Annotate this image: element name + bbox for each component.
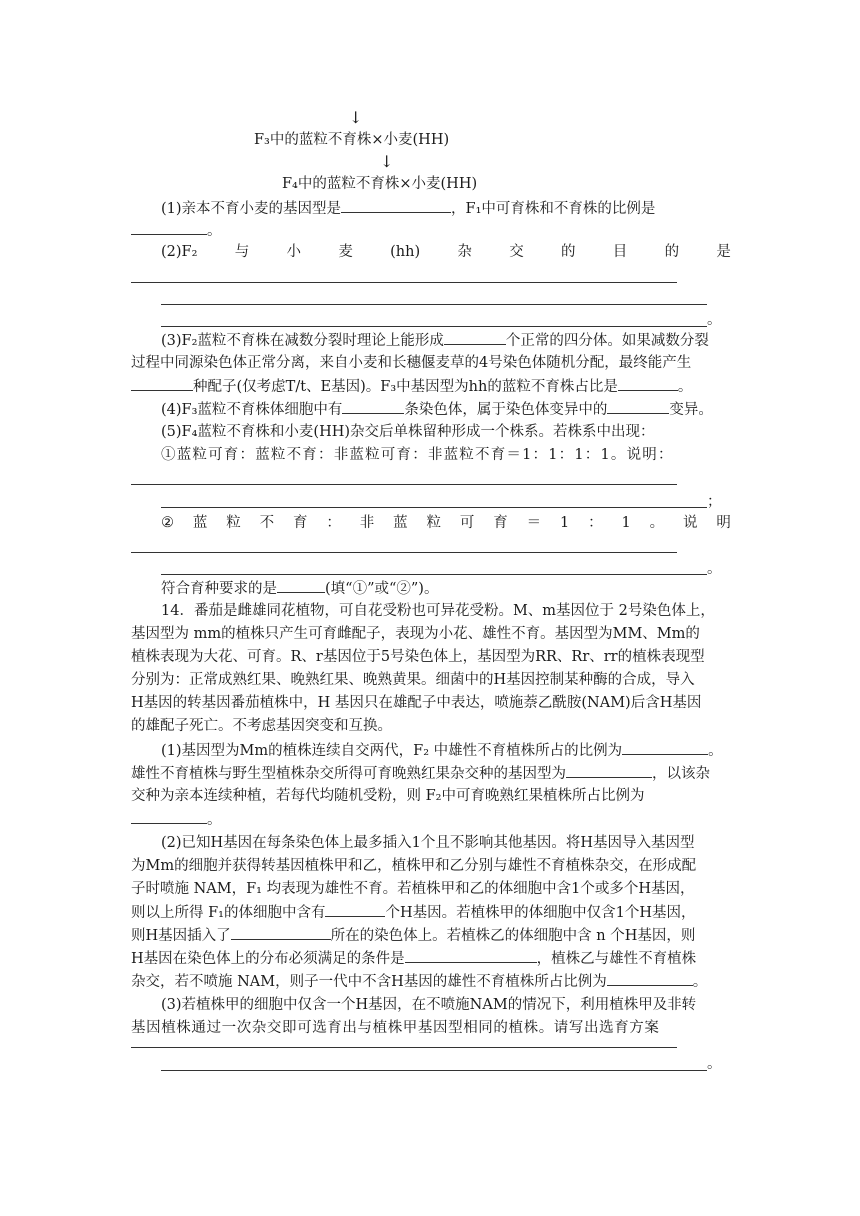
answer-blank[interactable] <box>444 330 506 345</box>
q13-p5-opt2-char: 非 <box>359 515 375 531</box>
answer-blank[interactable] <box>607 399 669 414</box>
q13-p4-text-a: (4)F₃蓝粒不育株体细胞中有 <box>161 402 343 418</box>
q14-intro-line: 分别为：正常成熟红果、晚熟红果、晚熟黄果。细菌中的H基因控制某种酶的合成，导入 <box>131 672 695 688</box>
answer-blank[interactable] <box>622 740 708 755</box>
q14-p2-line: 子时喷施 NAM，F₁ 均表现为雄性不育。若植株甲和乙的体细胞中含1个或多个H基因， <box>131 881 695 897</box>
down-arrow-icon: ↓ <box>349 108 363 127</box>
q14-p2-line <box>131 948 696 969</box>
q13-p2-char: 是 <box>716 244 731 260</box>
period: 。 <box>707 1056 722 1072</box>
period: 。 <box>692 974 708 990</box>
q14-intro-line: 14．番茄是雌雄同花植物，可自花受粉也可异花受粉。M、m基因位于 2号染色体上， <box>161 603 715 619</box>
answer-blank[interactable] <box>342 399 404 414</box>
q13-p5-opt2-char: 粒 <box>426 515 441 531</box>
q13-p5-opt2-char: ： <box>588 515 603 531</box>
q13-p2-char: 交 <box>509 244 524 260</box>
q13-p1-text-b: ，F₁中可育株和不育株的比例是 <box>451 201 656 217</box>
q14-p2-text-f2: ，植株乙与雄性不育植株 <box>536 951 697 967</box>
q14-p1-line2 <box>131 763 710 784</box>
q13-p4-line <box>161 399 713 420</box>
q13-p2-char: 目 <box>612 244 628 260</box>
q13-p4-text-b: 条染色体，属于染色体变异中的 <box>404 402 608 418</box>
q13-p3-line3 <box>131 376 692 397</box>
period: 。 <box>708 743 723 759</box>
q14-p2-text-f1: H基因在染色体上的分布必须满足的条件是 <box>131 951 405 967</box>
q14-intro-line: 基因型为 mm的植株只产生可育雌配子，表现为小花、雄性不育。基因型为MM、Mm的 <box>131 626 700 642</box>
q14-p2-line: 为Mm的细胞并获得转基因植株甲和乙，植株甲和乙分别与雄性不育植株杂交，在形成配 <box>131 858 697 874</box>
q13-p1-line2 <box>131 220 222 241</box>
q14-intro-line: 植株表现为大花、可育。R、r基因位于5号染色体上，基因型为RR、Rr、rr的植株表现型 <box>131 649 705 665</box>
cross-f3-line: F₃中的蓝粒不育株×小麦(HH) <box>254 132 450 148</box>
q14-p2-line: (2)已知H基因在每条染色体上最多插入1个且不影响其他基因。将H基因导入基因型 <box>161 835 695 851</box>
answer-blank[interactable] <box>131 376 193 391</box>
answer-blank[interactable] <box>231 925 331 940</box>
q13-p3-text-a: (3)F₂蓝粒不育株在减数分裂时理论上能形成 <box>161 333 444 349</box>
q14-p2-text-d1: 则以上所得 F₁的体细胞中含有 <box>131 905 326 921</box>
answer-line[interactable] <box>161 574 707 575</box>
q13-p5-opt2-char: 蓝 <box>393 515 408 531</box>
q13-p1-text-a: (1)亲本不育小麦的基因型是 <box>161 201 342 217</box>
answer-line[interactable] <box>161 507 707 508</box>
answer-blank[interactable] <box>618 376 678 391</box>
period: 。 <box>207 223 222 239</box>
q14-p1-text-a: (1)基因型为Mm的植株连续自交两代，F₂ 中雄性不育植株所占的比例为 <box>161 743 623 759</box>
q13-p2-char: 小 <box>286 244 302 260</box>
q14-p3-line1: (3)若植株甲的细胞中仅含一个H基因，在不喷施NAM的情况下，利用植株甲及非转 <box>161 997 697 1013</box>
period: 。 <box>677 379 693 395</box>
q13-p5-opt2-char: 蓝 <box>192 515 208 531</box>
q13-p5-opt2-char: ＝ <box>526 515 542 531</box>
q13-p5-opt2-char: 不 <box>259 515 275 531</box>
q14-p2-text-e1: 则H基因插入了 <box>131 928 231 944</box>
q14-intro-line: 的雄配子死亡。不考虑基因突变和互换。 <box>131 718 392 734</box>
q14-p1-line3: 交种为亲本连续种植，若每代均随机受粉，则 F₂中可育晚熟红果植株所占比例为 <box>131 788 645 804</box>
q13-p5-opt2-char: 可 <box>459 515 475 531</box>
down-arrow-icon: ↓ <box>380 152 394 171</box>
q14-p1-text-b2: ，以该杂 <box>652 766 710 782</box>
q13-p2-char: (hh) <box>390 244 421 260</box>
q13-p5-option2 <box>161 513 731 533</box>
q13-p5-opt2-char: 粒 <box>226 515 241 531</box>
q14-p1-line1 <box>161 740 723 761</box>
answer-blank[interactable] <box>607 971 693 986</box>
answer-blank[interactable] <box>405 948 537 963</box>
q13-p2-char: 麦 <box>338 244 353 260</box>
q13-p3-line1 <box>161 330 709 351</box>
period: 。 <box>707 561 722 577</box>
q14-intro-line: H基因的转基因番茄植株中，H 基因只在雄配子中表达，喷施萘乙酰胺(NAM)后含H基因 <box>131 695 702 711</box>
q14-p2-text-g: 杂交，若不喷施 NAM，则子一代中不含H基因的雄性不育植株所占比例为 <box>131 974 607 990</box>
answer-blank[interactable] <box>566 763 652 778</box>
q13-p5-opt2-char: 1 <box>560 515 570 531</box>
q13-p5-opt2-char: 1 <box>621 515 631 531</box>
period: 。 <box>207 812 222 828</box>
q13-p3-line2: 过程中同源染色体正常分离，来自小麦和长穗偃麦草的4号染色体随机分配，最终能产生 <box>131 355 692 371</box>
answer-blank[interactable] <box>131 220 207 235</box>
q13-p2-line <box>161 242 731 262</box>
q13-p2-char: 与 <box>234 244 250 260</box>
q14-p1-line4 <box>131 809 222 830</box>
period: 。 <box>707 312 722 328</box>
q14-p3-line2: 基因植株通过一次杂交即可选育出与植株甲基因型相同的植株。请写出选育方案 <box>131 1020 660 1036</box>
q14-p2-line <box>131 971 707 992</box>
q13-p5-opt2-char: 明 <box>716 515 731 531</box>
q13-p5-opt2-char: 说 <box>682 515 698 531</box>
answer-line[interactable] <box>131 282 677 283</box>
q14-p2-text-d2: 个H基因。若植株甲的体细胞中仅含1个H基因， <box>385 905 696 921</box>
answer-line[interactable] <box>131 484 677 485</box>
q13-p5-opt2-char: ② <box>161 515 174 531</box>
q13-p5-opt2-char: ： <box>326 515 341 531</box>
q13-p5-end-text: 符合育种要求的是 <box>161 581 277 597</box>
q13-p5-end-text-b: (填“①”或“②”)。 <box>325 581 439 597</box>
q13-p2-char: (2)F₂ <box>161 244 198 260</box>
answer-line[interactable] <box>161 1070 707 1071</box>
answer-blank[interactable] <box>277 578 325 593</box>
q14-p2-text-e2: 所在的染色体上。若植株乙的体细胞中含 n 个H基因，则 <box>330 928 696 944</box>
q13-p3-text-b: 个正常的四分体。如果减数分裂 <box>505 333 709 349</box>
q13-p5-option1: ①蓝粒可育：蓝粒不育：非蓝粒可育：非蓝粒不育＝1：1：1：1。说明： <box>161 447 674 463</box>
answer-blank[interactable] <box>131 809 207 824</box>
q13-p5-opt2-char: 。 <box>649 515 665 531</box>
answer-blank[interactable] <box>341 198 451 213</box>
answer-line[interactable] <box>161 326 707 327</box>
q13-p4-text-c: 变异。 <box>669 402 713 418</box>
q13-p2-char: 杂 <box>457 244 472 260</box>
q13-p1-line <box>161 198 655 219</box>
answer-blank[interactable] <box>325 902 385 917</box>
q14-p2-line <box>131 925 695 946</box>
q13-p5-opt2-char: 育 <box>293 515 308 531</box>
q13-p3-text-d: 种配子(仅考虑T/t、E基因)。F₃中基因型为hh的蓝粒不育株占比是 <box>193 379 618 395</box>
cross-f4-line: F₄中的蓝粒不育株×小麦(HH) <box>282 176 478 192</box>
q13-p5-line: (5)F₄蓝粒不育株和小麦(HH)杂交后单株留种形成一个株系。若株系中出现： <box>161 424 655 440</box>
q14-p2-line <box>131 902 696 923</box>
q14-p1-text-b: 雄性不育植株与野生型植株杂交所得可育晚熟红果杂交种的基因型为 <box>131 766 566 782</box>
answer-line[interactable] <box>161 304 707 305</box>
q13-p5-opt2-char: 育 <box>493 515 508 531</box>
semicolon: ； <box>707 494 722 510</box>
q13-p5-end-line <box>161 578 438 599</box>
answer-line[interactable] <box>131 1047 677 1048</box>
q13-p2-char: 的 <box>664 244 680 260</box>
answer-line[interactable] <box>131 552 677 553</box>
q13-p2-char: 的 <box>561 244 576 260</box>
